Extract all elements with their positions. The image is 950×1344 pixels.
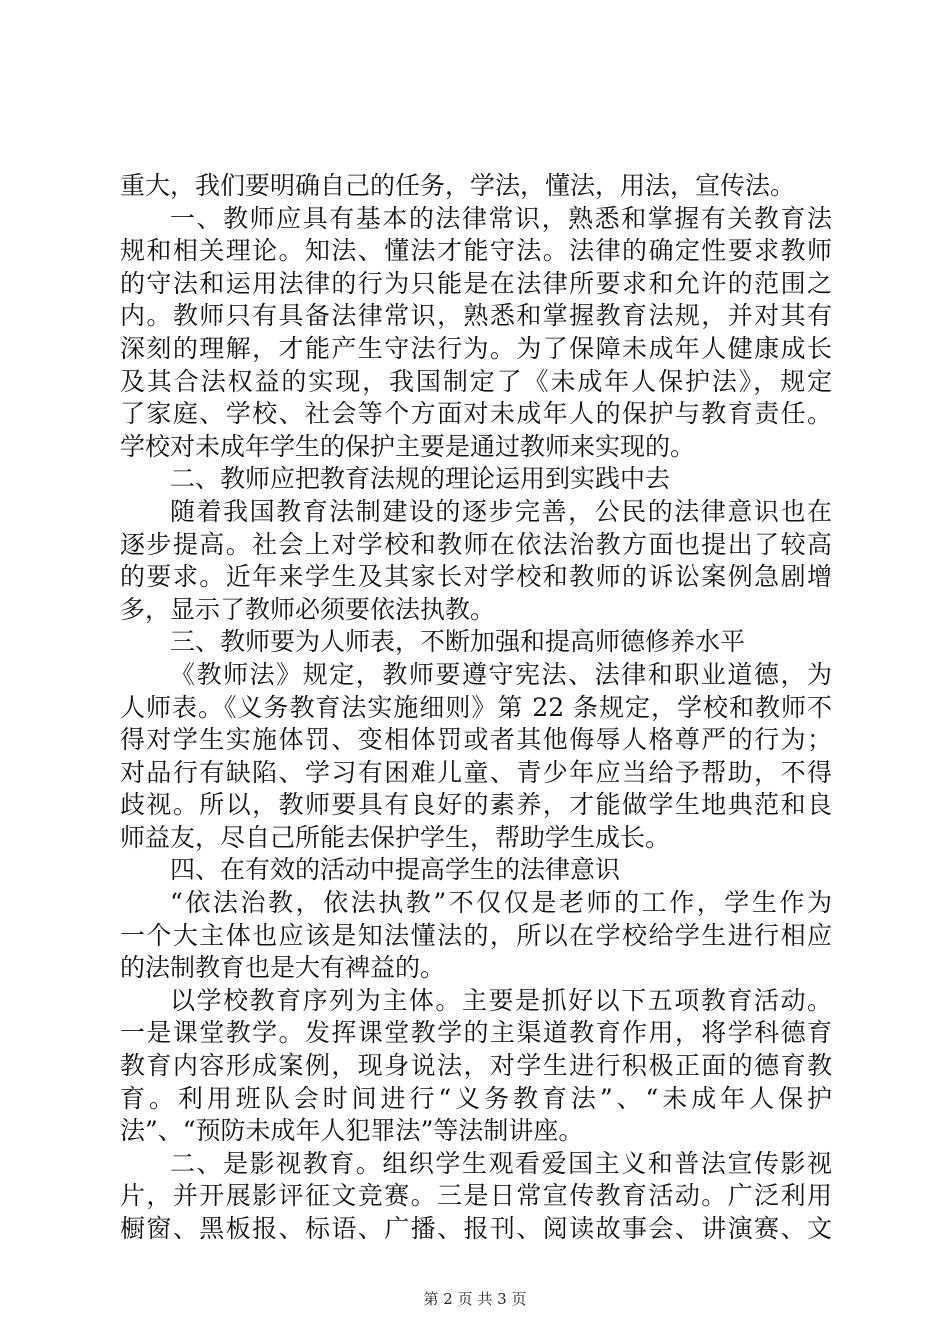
- text-line: 及其合法权益的实现，我国制定了《未成年人保护法》，规定: [120, 366, 832, 396]
- text-line: 规和相关理论。知法、懂法才能守法。法律的确定性要求教师: [120, 236, 832, 266]
- text-line: 深刻的理解，才能产生守法行为。为了保障未成年人健康成长: [120, 333, 832, 363]
- document-body: [120, 170, 832, 1246]
- text-line: 育。利用班队会时间进行“义务教育法”、“未成年人保护: [120, 1083, 832, 1113]
- text-line: “依法治教，依法执教”不仅仅是老师的工作，学生作为: [170, 888, 832, 918]
- text-line: 对品行有缺陷、学习有困难儿童、青少年应当给予帮助，不得: [120, 757, 832, 787]
- text-line: 《教师法》规定，教师要遵守宪法、法律和职业道德，为: [170, 659, 832, 689]
- text-line: 一、教师应具有基本的法律常识，熟悉和掌握有关教育法: [170, 203, 832, 233]
- text-line: 一个大主体也应该是知法懂法的，所以在学校给学生进行相应: [120, 920, 832, 950]
- text-line: 的要求。近年来学生及其家长对学校和教师的诉讼案例急剧增: [120, 562, 832, 592]
- text-line: 法”、“预防未成年人犯罪法”等法制讲座。: [120, 1116, 584, 1146]
- text-line: 教育内容形成案例，现身说法，对学生进行积极正面的德育教: [120, 1051, 832, 1081]
- text-line: 得对学生实施体罚、变相体罚或者其他侮辱人格尊严的行为；: [120, 725, 832, 755]
- text-line: 四、在有效的活动中提高学生的法律意识: [170, 855, 621, 885]
- text-line: 二、是影视教育。组织学生观看爱国主义和普法宣传影视: [170, 1148, 832, 1178]
- text-line: 重大，我们要明确自己的任务，学法，懂法，用法，宣传法。: [120, 171, 796, 200]
- text-line: 三、教师要为人师表，不断加强和提高师德修养水平: [170, 627, 746, 657]
- text-line: 学校对未成年学生的保护主要是通过教师来实现的。: [120, 431, 696, 461]
- text-line: 的法制教育也是大有裨益的。: [120, 953, 446, 983]
- text-line: 逐步提高。社会上对学校和教师在依法治教方面也提出了较高: [120, 529, 832, 559]
- text-line: 橱窗、黑板报、标语、广播、报刊、阅读故事会、讲演赛、文: [120, 1214, 832, 1243]
- text-line: 了家庭、学校、社会等个方面对未成年人的保护与教育责任。: [120, 399, 832, 429]
- text-line: 多，显示了教师必须要依法执教。: [120, 594, 496, 624]
- text-line: 一是课堂教学。发挥课堂教学的主渠道教育作用，将学科德育: [120, 1018, 832, 1048]
- text-line: 的守法和运用法律的行为只能是在法律所要求和允许的范围之: [120, 268, 832, 298]
- text-line: 以学校教育序列为主体。主要是抓好以下五项教育活动。: [170, 985, 832, 1015]
- text-line: 人师表。《义务教育法实施细则》第 22 条规定，学校和教师不: [120, 692, 832, 722]
- text-line: 片，并开展影评征文竞赛。三是日常宣传教育活动。广泛利用: [120, 1181, 832, 1211]
- text-line: 师益友，尽自己所能去保护学生，帮助学生成长。: [120, 822, 671, 852]
- text-line: 二、教师应把教育法规的理论运用到实践中去: [170, 464, 671, 494]
- page-footer: [0, 1288, 950, 1309]
- text-line: 内。教师只有具备法律常识，熟悉和掌握教育法规，并对其有: [120, 301, 832, 331]
- text-line: 歧视。所以，教师要具有良好的素养，才能做学生地典范和良: [120, 790, 832, 820]
- page-number-label: 第 2 页 共 3 页: [423, 1290, 527, 1308]
- text-line: 随着我国教育法制建设的逐步完善，公民的法律意识也在: [170, 496, 832, 526]
